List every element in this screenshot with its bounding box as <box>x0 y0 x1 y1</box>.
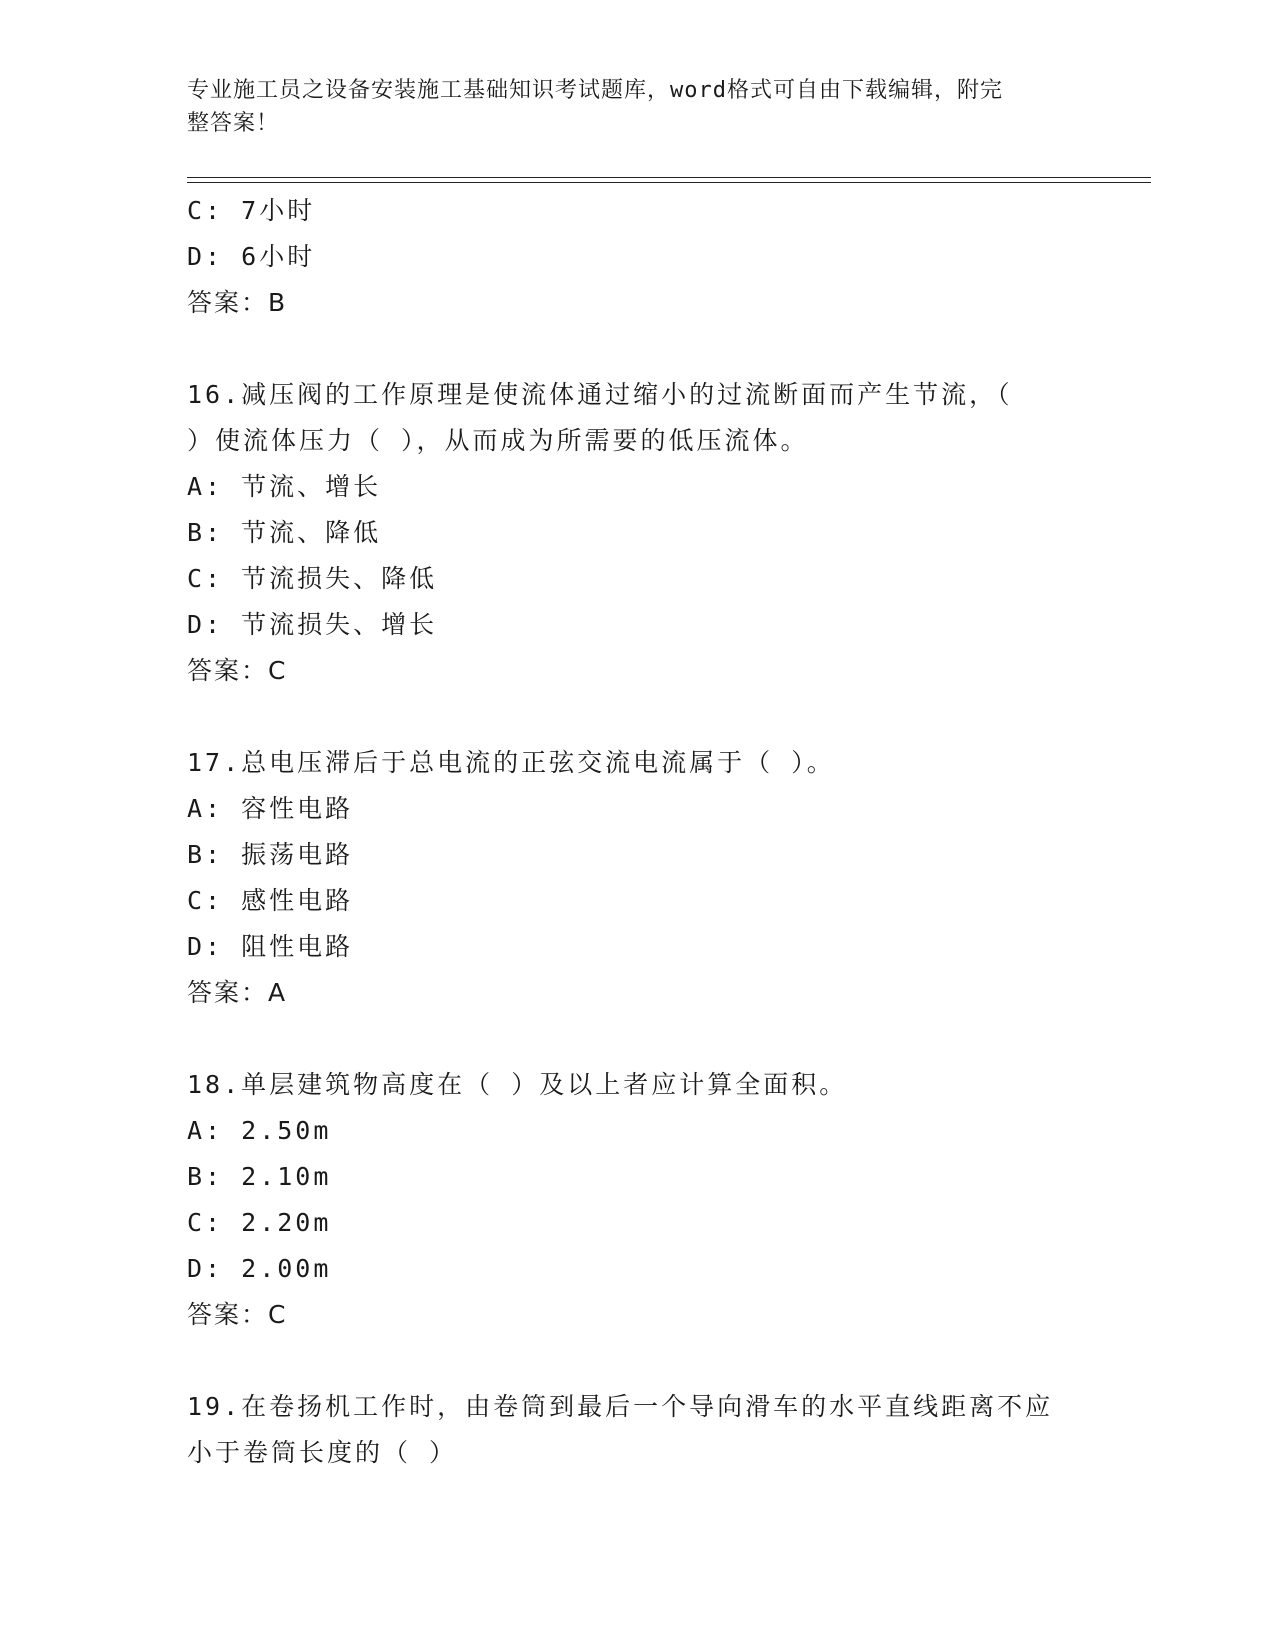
option-c: C: 节流损失、降低 <box>187 564 438 593</box>
header-line-1: 专业施工员之设备安装施工基础知识考试题库，word格式可自由下载编辑，附完 <box>187 78 1003 103</box>
header-divider-bottom <box>187 182 1151 183</box>
answer-line: 答案：C <box>187 1300 288 1329</box>
spacer <box>187 1338 1087 1384</box>
question-stem: 18.单层建筑物高度在（ ）及以上者应计算全面积。 <box>187 1070 848 1099</box>
question-16 <box>187 372 1087 694</box>
option-d: D: 6小时 <box>187 242 316 271</box>
question-18 <box>187 1062 1087 1338</box>
question-list <box>187 188 1087 1476</box>
question-stem: 16.减压阀的工作原理是使流体通过缩小的过流断面而产生节流，（ <box>187 380 1013 409</box>
option-c: C: 2.20m <box>187 1208 332 1237</box>
answer-line: 答案：B <box>187 288 288 317</box>
document-header <box>187 74 1067 140</box>
header-divider-top <box>187 177 1151 178</box>
answer-line: 答案：A <box>187 978 288 1007</box>
spacer <box>187 694 1087 740</box>
option-d: D: 阻性电路 <box>187 932 354 961</box>
option-b: B: 节流、降低 <box>187 518 382 547</box>
question-stem: 17.总电压滞后于总电流的正弦交流电流属于（ ）。 <box>187 748 835 777</box>
option-a: A: 节流、增长 <box>187 472 382 501</box>
previous-question-tail <box>187 188 1087 326</box>
question-stem: 19.在卷扬机工作时，由卷筒到最后一个导向滑车的水平直线距离不应 <box>187 1392 1054 1421</box>
spacer <box>187 326 1087 372</box>
answer-line: 答案：C <box>187 656 288 685</box>
option-a: A: 2.50m <box>187 1116 332 1145</box>
option-b: B: 2.10m <box>187 1162 332 1191</box>
option-d: D: 节流损失、增长 <box>187 610 438 639</box>
option-c: C: 7小时 <box>187 196 316 225</box>
header-line-2: 整答案！ <box>187 111 280 136</box>
question-19 <box>187 1384 1087 1476</box>
option-b: B: 振荡电路 <box>187 840 354 869</box>
spacer <box>187 1016 1087 1062</box>
question-stem-continued: ）使流体压力（ ），从而成为所需要的低压流体。 <box>187 426 809 455</box>
option-c: C: 感性电路 <box>187 886 354 915</box>
option-a: A: 容性电路 <box>187 794 354 823</box>
option-d: D: 2.00m <box>187 1254 332 1283</box>
question-stem-continued: 小于卷筒长度的（ ） <box>187 1438 458 1467</box>
question-17 <box>187 740 1087 1016</box>
